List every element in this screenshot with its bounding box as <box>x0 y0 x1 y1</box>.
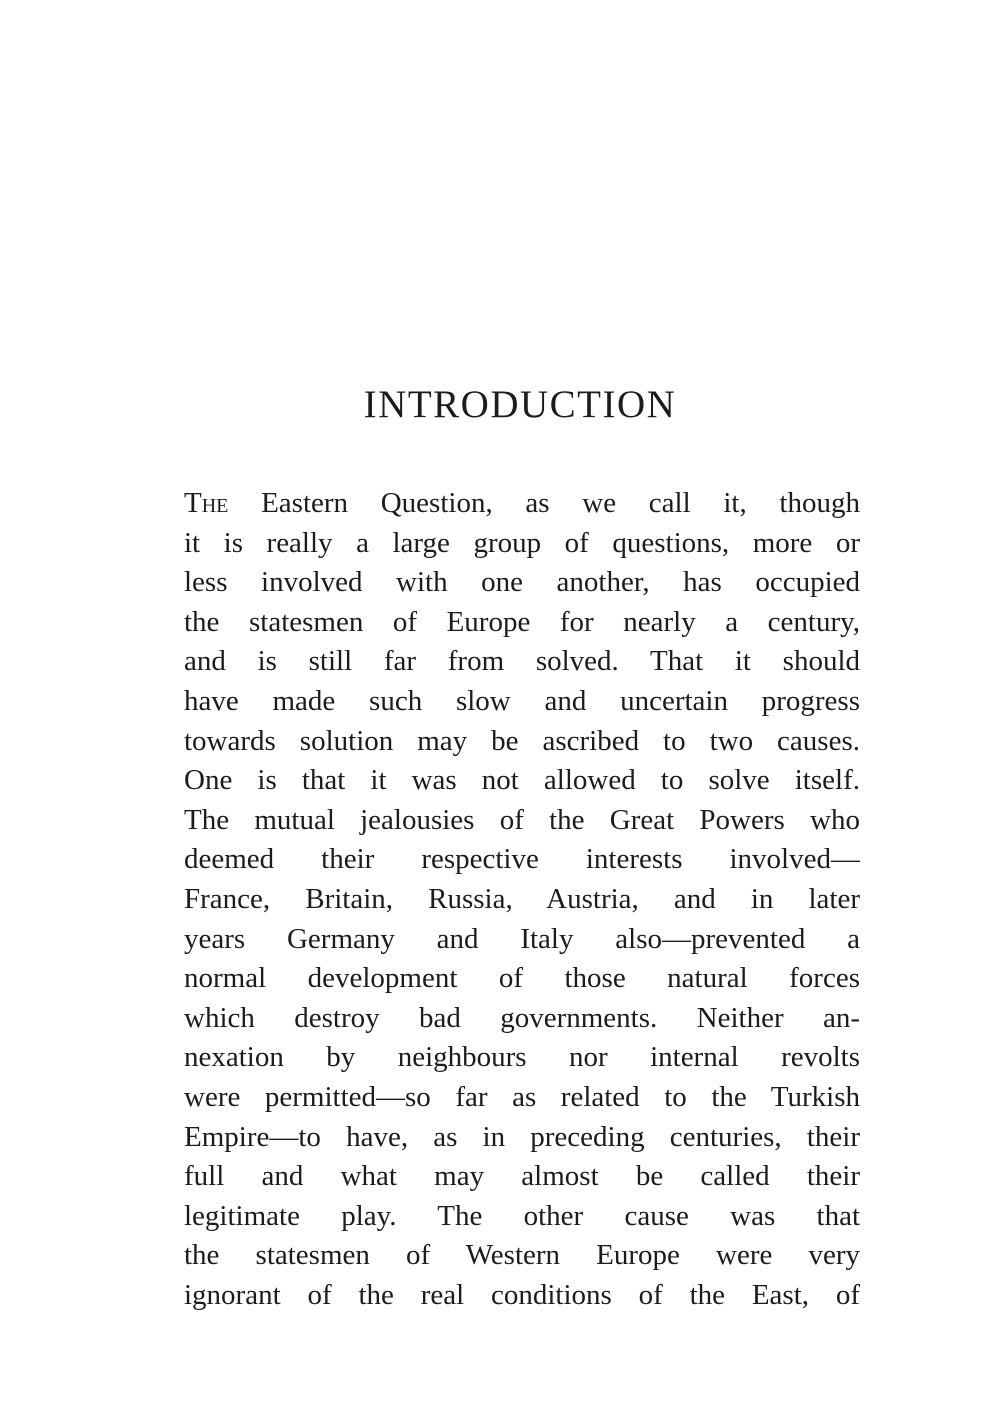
chapter-heading: INTRODUCTION <box>363 383 677 426</box>
text-line: ignorant of the real conditions of the East, of <box>184 1278 860 1311</box>
text-line: it is really a large group of questions, more or <box>184 526 860 559</box>
text-line: normal development of those natural forces <box>184 962 860 995</box>
text-line: nexation by neighbours nor internal revolts <box>184 1041 860 1074</box>
text-line: and is still far from solved. That it should <box>184 645 860 678</box>
text-line: which destroy bad governments. Neither an- <box>184 1001 860 1034</box>
text-line: the statesmen of Europe for nearly a century, <box>184 605 860 638</box>
text-line: One is that it was not allowed to solve itself. <box>184 764 860 797</box>
text-line: deemed their respective interests involved— <box>184 843 860 876</box>
text-line: the statesmen of Western Europe were very <box>184 1239 860 1272</box>
text-line: Empire—to have, as in preceding centuries, their <box>184 1120 860 1153</box>
text-line: less involved with one another, has occupied <box>184 566 860 599</box>
body-paragraph <box>184 484 860 1315</box>
text-line: The Eastern Question, as we call it, though <box>184 487 860 519</box>
text-line: full and what may almost be called their <box>184 1160 860 1193</box>
text-line: towards solution may be ascribed to two causes. <box>184 724 860 757</box>
text-line: have made such slow and uncertain progress <box>184 684 860 717</box>
text-line: France, Britain, Russia, Austria, and in later <box>184 882 860 915</box>
text-line: were permitted—so far as related to the Turkish <box>184 1080 860 1113</box>
text-line: The mutual jealousies of the Great Powers who <box>184 803 860 836</box>
opening-word: The <box>184 487 229 519</box>
text-line: legitimate play. The other cause was that <box>184 1199 860 1232</box>
text-line: years Germany and Italy also—prevented a <box>184 922 860 955</box>
